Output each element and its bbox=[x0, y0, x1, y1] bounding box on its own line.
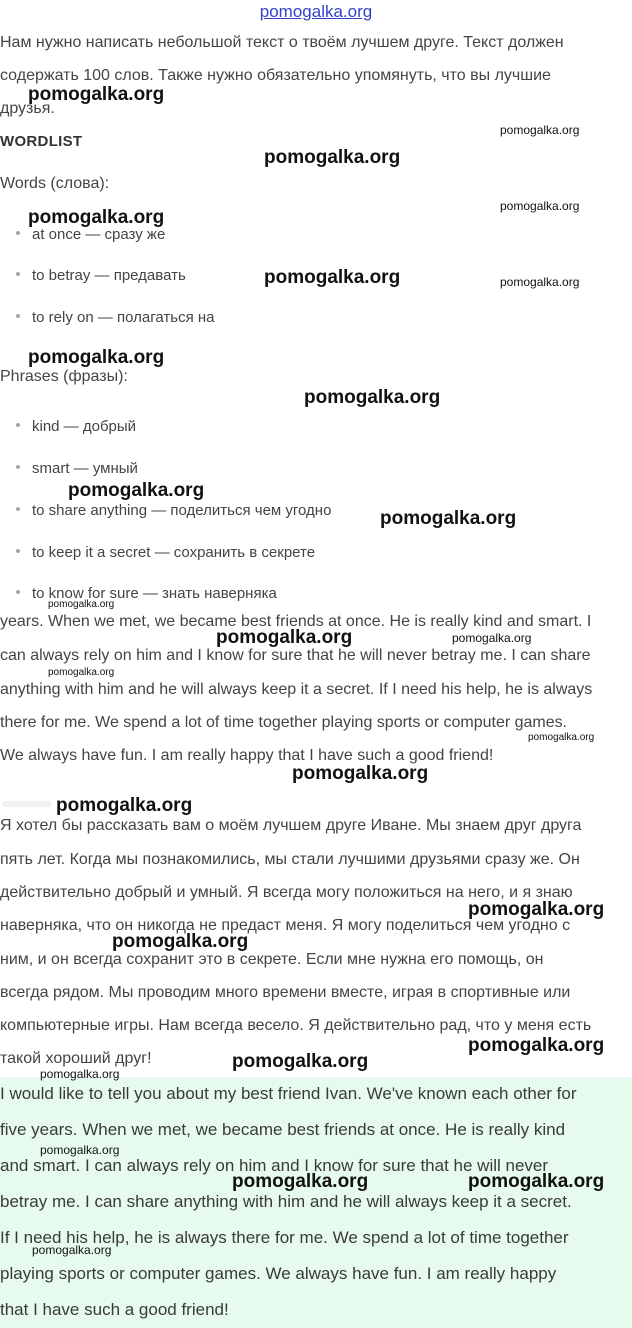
russian-line: всегда рядом. Мы проводим много времени вместе, играя в спортивные или bbox=[0, 984, 571, 1001]
phrase-item: to know for sure — знать наверняка bbox=[16, 585, 277, 602]
english-line: betray me. I can share anything with him and he will always keep it a secret. bbox=[0, 1192, 572, 1211]
word-item: to rely on — полагаться на bbox=[16, 309, 215, 326]
bullet-icon bbox=[16, 314, 20, 318]
english-line: and smart. I can always rely on him and I know for sure that he will never bbox=[0, 1156, 549, 1175]
watermark: pomogalka.org bbox=[56, 795, 193, 816]
watermark: pomogalka.org bbox=[232, 1051, 369, 1072]
russian-line: такой хороший друг! bbox=[0, 1050, 152, 1067]
watermark: pomogalka.org bbox=[112, 931, 249, 952]
watermark: pomogalka.org bbox=[500, 199, 580, 213]
phrase-item: to share anything — поделиться чем угодно bbox=[16, 502, 331, 519]
bullet-icon bbox=[16, 423, 20, 427]
bullet-icon bbox=[16, 549, 20, 553]
english-partial-line: years. When we met, we became best friends at once. He is really kind and smart. I bbox=[0, 613, 592, 630]
bullet-icon bbox=[16, 507, 20, 511]
english-partial-line: there for me. We spend a lot of time together playing sports or computer games. bbox=[0, 714, 568, 731]
watermark: pomogalka.org bbox=[304, 387, 441, 408]
english-partial-line: anything with him and he will always keep it a secret. If I need his help, he is always bbox=[0, 681, 593, 698]
task-line: Нам нужно написать небольшой текст о твоём лучшем друге. Текст должен bbox=[0, 34, 564, 51]
watermark: pomogalka.org bbox=[28, 84, 165, 105]
russian-line: действительно добрый и умный. Я всегда могу положиться на него, и я знаю bbox=[0, 884, 573, 901]
wordlist-heading: WORDLIST bbox=[0, 133, 83, 150]
english-line: five years. When we met, we became best friends at once. He is really kind bbox=[0, 1120, 566, 1139]
words-label: Words (слова): bbox=[0, 175, 110, 192]
watermark: pomogalka.org bbox=[468, 899, 605, 920]
english-partial-line: can always rely on him and I know for sure that he will never betray me. I can share bbox=[0, 647, 591, 664]
english-line: playing sports or computer games. We always have fun. I am really happy bbox=[0, 1264, 557, 1283]
watermark: pomogalka.org bbox=[28, 347, 165, 368]
phrase-item: to keep it a secret — сохранить в секрете bbox=[16, 544, 315, 561]
english-line: If I need his help, he is always there for me. We spend a lot of time together bbox=[0, 1228, 569, 1247]
bullet-icon bbox=[16, 272, 20, 276]
watermark: pomogalka.org bbox=[32, 1243, 112, 1257]
watermark: pomogalka.org bbox=[528, 732, 595, 743]
watermark: pomogalka.org bbox=[48, 667, 115, 678]
task-line: содержать 100 слов. Также нужно обязательно упомянуть, что вы лучшие bbox=[0, 67, 551, 84]
watermark: pomogalka.org bbox=[68, 480, 205, 501]
watermark: pomogalka.org bbox=[468, 1035, 605, 1056]
word-item: at once — сразу же bbox=[16, 226, 165, 243]
watermark: pomogalka.org bbox=[40, 1143, 120, 1157]
watermark: pomogalka.org bbox=[48, 599, 115, 610]
watermark: pomogalka.org bbox=[500, 275, 580, 289]
watermark: pomogalka.org bbox=[264, 147, 401, 168]
russian-line: наверняка, что он никогда не предаст меня. Я могу поделиться чем угодно с bbox=[0, 917, 571, 934]
english-partial-line: We always have fun. I am really happy that I have such a good friend! bbox=[0, 747, 494, 764]
english-line: that I have such a good friend! bbox=[0, 1300, 229, 1319]
russian-line: компьютерные игры. Нам всегда весело. Я действительно рад, что у меня есть bbox=[0, 1017, 592, 1034]
watermark: pomogalka.org bbox=[468, 1171, 605, 1192]
phrase-item: kind — добрый bbox=[16, 418, 136, 435]
bullet-icon bbox=[16, 465, 20, 469]
russian-line: Я хотел бы рассказать вам о моём лучшем друге Иване. Мы знаем друг друга bbox=[0, 817, 582, 834]
watermark: pomogalka.org bbox=[232, 1171, 369, 1192]
watermark: pomogalka.org bbox=[216, 627, 353, 648]
watermark: pomogalka.org bbox=[292, 763, 429, 784]
phrases-label: Phrases (фразы): bbox=[0, 368, 128, 385]
watermark: pomogalka.org bbox=[500, 123, 580, 137]
english-line: I would like to tell you about my best friend Ivan. We've known each other for bbox=[0, 1084, 577, 1103]
divider bbox=[2, 801, 52, 807]
russian-line: пять лет. Когда мы познакомились, мы стали лучшими друзьями сразу же. Он bbox=[0, 851, 580, 868]
watermark: pomogalka.org bbox=[380, 508, 517, 529]
watermark: pomogalka.org bbox=[28, 207, 165, 228]
watermark: pomogalka.org bbox=[264, 267, 401, 288]
watermark: pomogalka.org bbox=[452, 631, 532, 645]
site-logo[interactable]: pomogalka.org bbox=[259, 2, 373, 21]
bullet-icon bbox=[16, 231, 20, 235]
task-line: друзья. bbox=[0, 100, 55, 117]
phrase-item: smart — умный bbox=[16, 460, 138, 477]
bullet-icon bbox=[16, 590, 20, 594]
watermark: pomogalka.org bbox=[40, 1067, 120, 1081]
russian-line: ним, и он всегда сохранит это в секрете. Если мне нужна его помощь, он bbox=[0, 951, 544, 968]
word-item: to betray — предавать bbox=[16, 267, 186, 284]
